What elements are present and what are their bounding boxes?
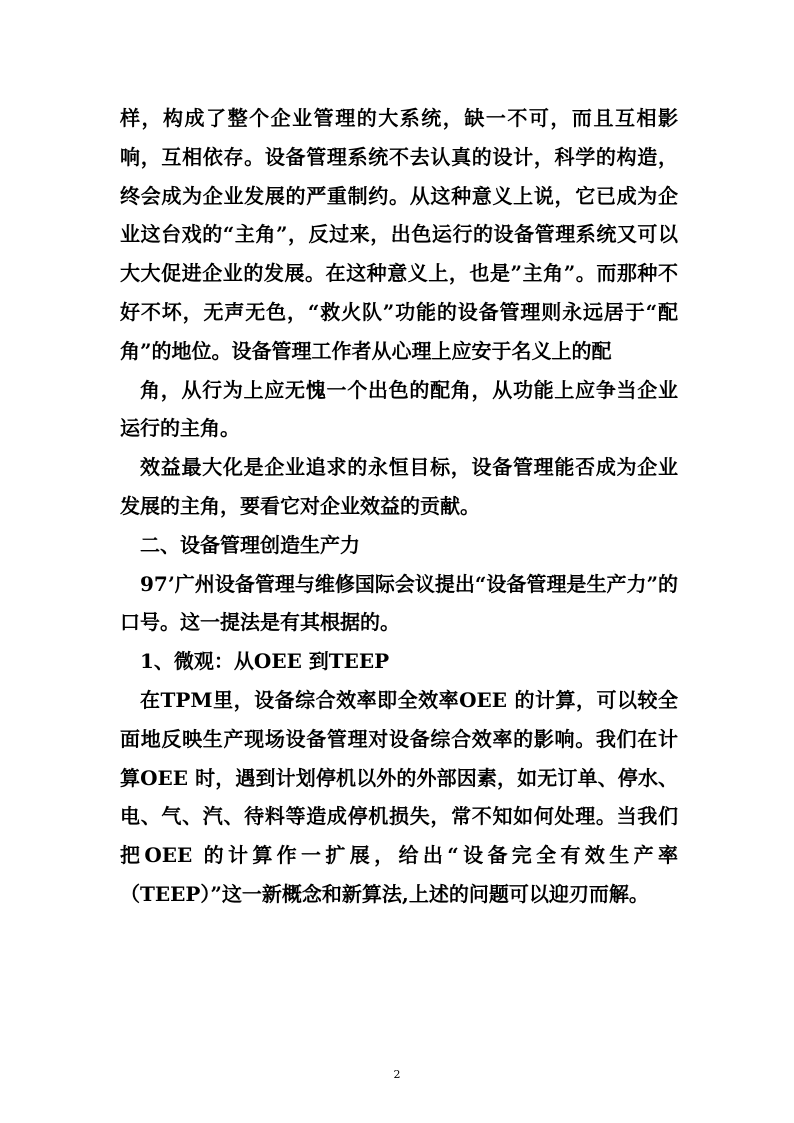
paragraph-conference: 97’广州设备管理与维修国际会议提出“设备管理是生产力”的口号。这一提法是有其根据的。 <box>120 571 678 635</box>
document-body <box>120 99 678 914</box>
paragraph-role-conclusion: 角，从行为上应无愧一个出色的配角，从功能上应争当企业运行的主角。 <box>120 377 678 441</box>
paragraph-continuation: 样，构成了整个企业管理的大系统，缺一不可，而且互相影响，互相依存。设备管理系统不去认真的设计，科学的构造，终会成为企业发展的严重制约。从这种意义上说，它已成为企业这台戏的“主角”，反过来，出色运行的设备管理系统又可以大大促进企业的发展。在这种意义上，也是”主角”。而那种不好不坏，无声无色，“救火队”功能的设备管理则永远居于“配角”的地位。设备管理工作者从心理上应安于名义上的配 <box>120 106 678 363</box>
section-heading: 二、设备管理创造生产力 <box>140 532 360 557</box>
paragraph-oee-teep: 在TPM里，设备综合效率即全效率OEE 的计算，可以较全面地反映生产现场设备管理对设备综合效率的影响。我们在计算OEE 时，遇到计划停机以外的外部因素，如无订单、停水、电、气、汽、待料等造成停机损失，常不知如何处理。当我们把OEE 的计算作一扩展，给出“设备完全有效生产率（TEEP）”这一新概念和新算法,上述的问题可以迎刃而解。 <box>120 687 678 906</box>
subsection-heading: 1、微观：从OEE 到TEEP <box>140 649 390 674</box>
paragraph-benefit: 效益最大化是企业追求的永恒目标，设备管理能否成为企业发展的主角，要看它对企业效益的贡献。 <box>120 455 678 518</box>
page-number: 2 <box>393 1068 401 1081</box>
